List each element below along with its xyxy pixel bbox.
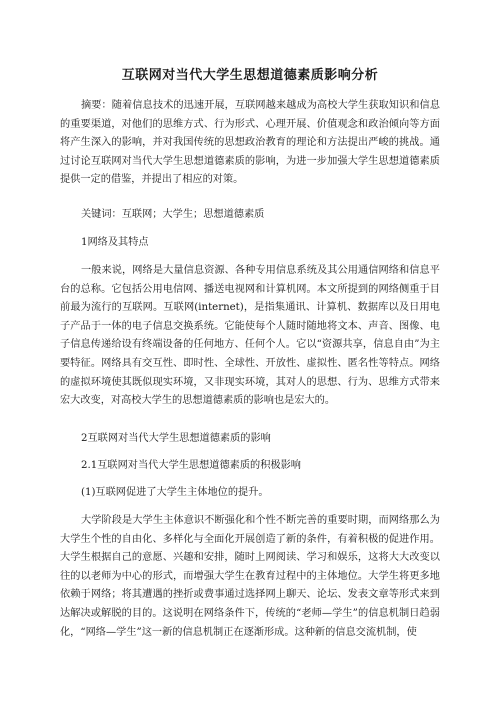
- section-1-paragraph: 一般来说，网络是大量信息资源、各种专用信息系统及其公用通信网络和信息平台的总称。它包括公用电信网、播送电视网和计算机网。本文所提到的网络侧重于目前最为流行的互联网。互联网(internet)，是指集通讯、计算机、数据库以及日用电子产品于一体的电子信息交换系统。它能使每个人随时随地将文本、声音、图像、电子信息传递给设有终端设备的任何地方、任何个人。它以“资源共享，信息自由”为主要特征。网络具有交互性、即时性、全球性、开放性、虚拟性、匿名性等特点。网络的虚拟环境使其既似现实环境，又非现实环境，其对人的思想、行为、思维方式带来宏大改变，对高校大学生的思想道德素质的影响也是宏大的。: [60, 265, 440, 407]
- abstract-paragraph: 摘要：随着信息技术的迅速开展，互联网越来越成为高校大学生获取知识和信息的重要渠道，对他们的思维方式、行为形式、心理开展、价值观念和政治倾向等方面将产生深入的影响，并对我国传统的思想政治教育的理论和方法提出严峻的挑战。通过讨论互联网对当代大学生思想道德素质的影响，为进一步加强大学生思想道德素质提供一定的借鉴，并提出了相应的对策。: [60, 100, 440, 186]
- section-2-heading: 2互联网对当代大学生思想道德素质的影响: [81, 433, 271, 444]
- page-title: 互联网对当代大学生思想道德素质影响分析: [121, 68, 379, 83]
- section-2-1-1-heading: (1)互联网促进了大学生主体地位的提升。: [81, 487, 269, 498]
- section-2-1-1-paragraph: 大学阶段是大学生主体意识不断强化和个性不断完善的重要时期，而网络那么为大学生个性的自由化、多样化与全面化开展创造了新的条件，有着积极的促进作用。大学生根据自己的意愿、兴趣和安排，随时上网阅读、学习和娱乐，这将大大改变以往的以老师为中心的形式，而增强大学生在教育过程中的主体地位。大学生将更多地依赖于网络；将其遭遇的挫折或费事通过选择网上聊天、论坛、发表文章等形式来到达解决或解脱的目的。这说明在网络条件下，传统的“老师—学生”的信息机制日趋弱化，“网络—学生”这一新的信息机制正在逐渐形成。这种新的信息交流机制，使: [60, 515, 440, 638]
- keywords-line: 关键词：互联网；大学生；思想道德素质: [81, 209, 265, 220]
- section-2-1-heading: 2.1互联网对当代大学生思想道德素质的积极影响: [81, 460, 301, 471]
- section-1-heading: 1网络及其特点: [81, 237, 149, 248]
